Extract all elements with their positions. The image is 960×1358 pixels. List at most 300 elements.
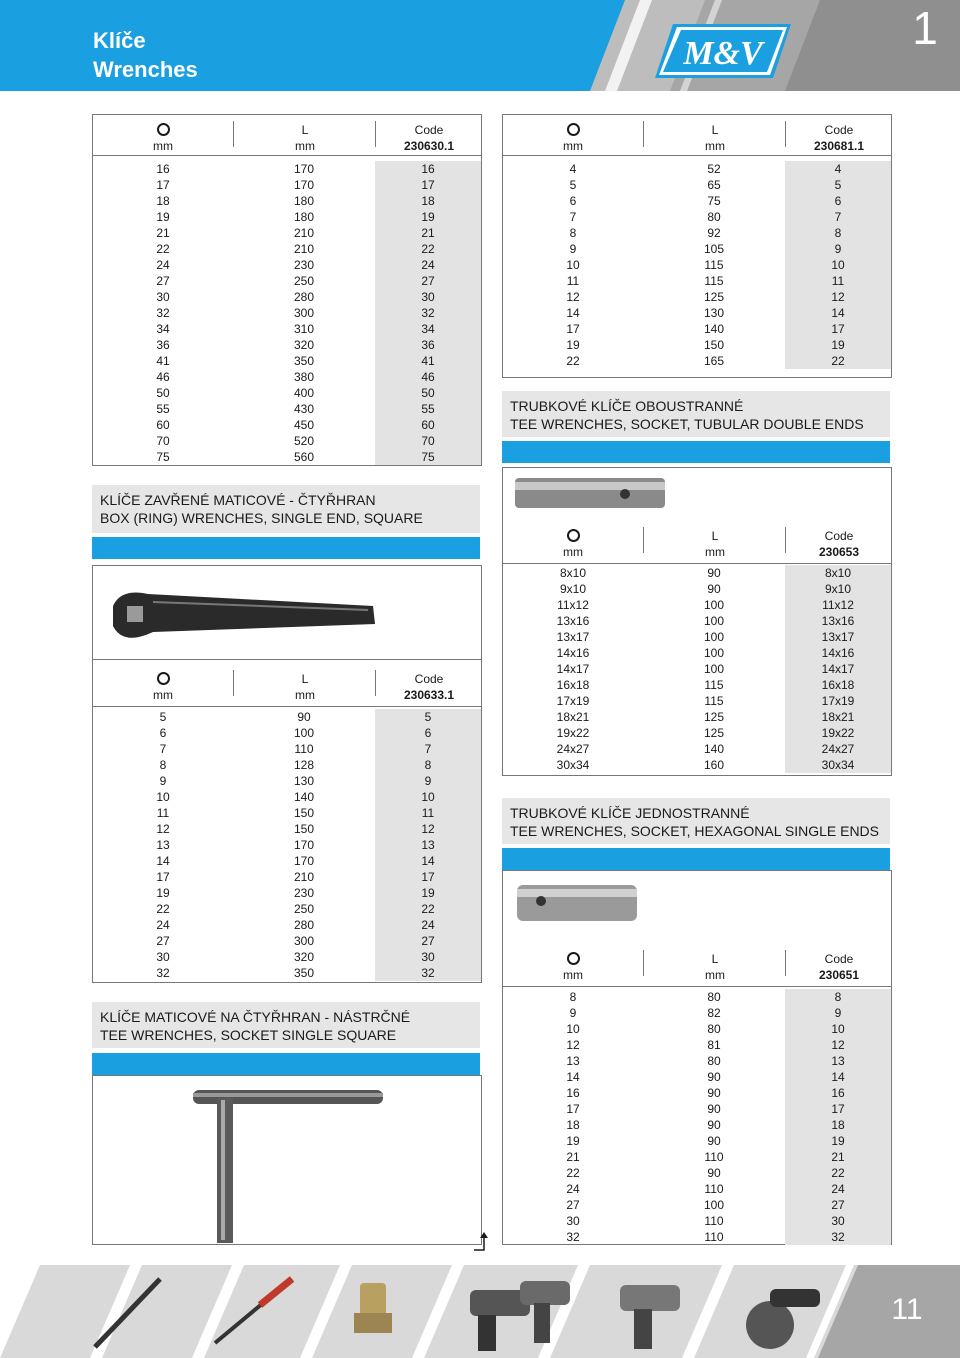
cell-size: 13x17	[556, 630, 590, 644]
cell-size: 11	[566, 274, 580, 288]
cell-length: 90	[707, 566, 721, 580]
cell-code: 10	[421, 790, 435, 804]
cell-size: 18	[156, 194, 170, 208]
cell-length: 90	[707, 582, 721, 596]
cell-code: 9x10	[824, 582, 852, 596]
table-row	[93, 161, 481, 177]
hex-socket-image	[502, 870, 892, 941]
cell-length: 81	[707, 1038, 721, 1052]
cell-length: 280	[293, 290, 315, 304]
cell-size: 9	[569, 242, 577, 256]
cell-length: 90	[707, 1166, 721, 1180]
cell-size: 7	[159, 742, 167, 756]
table-row	[503, 305, 891, 321]
arrow-mark-icon	[472, 1230, 492, 1254]
table-row	[503, 289, 891, 305]
cell-length: 90	[707, 1118, 721, 1132]
table-row	[503, 581, 891, 597]
table-row	[93, 901, 481, 917]
table-row	[503, 1037, 891, 1053]
cell-length: 52	[707, 162, 721, 176]
cell-length: 125	[703, 710, 725, 724]
col-length-label: L	[711, 123, 719, 137]
cell-code: 7	[834, 210, 842, 224]
cell-code: 46	[421, 370, 435, 384]
cell-length: 110	[294, 742, 314, 756]
cell-size: 34	[156, 322, 170, 336]
cell-size: 30	[566, 1214, 580, 1228]
cell-code: 18	[831, 1118, 845, 1132]
cell-code: 12	[831, 290, 845, 304]
cell-size: 17	[566, 1102, 580, 1116]
cell-length: 100	[703, 646, 725, 660]
mv-logo	[655, 24, 791, 78]
cell-size: 24	[566, 1182, 580, 1196]
cell-code: 11	[421, 806, 435, 820]
cell-length: 100	[703, 630, 725, 644]
cell-length: 310	[293, 322, 315, 336]
cell-length: 90	[707, 1134, 721, 1148]
cell-code: 5	[424, 710, 432, 724]
cell-length: 320	[293, 338, 315, 352]
table-row	[503, 353, 891, 369]
table-230651	[502, 940, 892, 1245]
section-heading-box-ring: KLÍČE ZAVŘENÉ MATICOVÉ - ČTYŘHRAN BOX (RING) WRENCHES, SINGLE END, SQUARE	[92, 485, 480, 533]
table-row	[93, 241, 481, 257]
cell-size: 16	[156, 162, 170, 176]
col-size-unit: mm	[153, 688, 173, 702]
cell-code: 9	[424, 774, 432, 788]
col-length-label: L	[711, 952, 719, 966]
table-row	[503, 1021, 891, 1037]
table-row	[93, 725, 481, 741]
table-row	[93, 757, 481, 773]
cell-size: 55	[156, 402, 170, 416]
cell-code: 7	[424, 742, 432, 756]
ring-size-icon	[157, 672, 170, 685]
cell-length: 140	[703, 742, 725, 756]
tee-wrench-icon	[93, 1076, 481, 1244]
col-length-unit: mm	[295, 139, 315, 153]
cell-length: 150	[703, 338, 725, 352]
cell-code: 8	[424, 758, 432, 772]
cell-code: 18x21	[821, 710, 855, 724]
cell-size: 24	[156, 258, 170, 272]
cell-length: 90	[707, 1086, 721, 1100]
cell-length: 400	[293, 386, 315, 400]
cell-length: 450	[293, 418, 315, 432]
cell-length: 210	[293, 242, 315, 256]
table-row	[503, 1085, 891, 1101]
table-row	[93, 353, 481, 369]
cell-code: 36	[421, 338, 435, 352]
table-row	[93, 385, 481, 401]
table-row	[503, 693, 891, 709]
cell-code: 27	[421, 274, 435, 288]
table-row	[93, 449, 481, 465]
cell-size: 8	[159, 758, 167, 772]
cell-size: 21	[566, 1150, 580, 1164]
table-row	[503, 1165, 891, 1181]
cell-length: 350	[293, 354, 315, 368]
cell-length: 180	[293, 210, 315, 224]
cell-size: 12	[566, 1038, 580, 1052]
col-length-unit: mm	[295, 688, 315, 702]
cell-code: 21	[421, 226, 435, 240]
cell-size: 19	[566, 338, 580, 352]
table-row	[93, 193, 481, 209]
cell-code: 5	[834, 178, 842, 192]
cell-size: 14x17	[556, 662, 590, 676]
cell-code: 14	[421, 854, 435, 868]
col-code-label: Code	[824, 529, 854, 543]
cell-size: 6	[569, 194, 577, 208]
tubular-wrench-image	[502, 467, 892, 526]
cell-size: 32	[566, 1230, 580, 1244]
table-row	[93, 177, 481, 193]
col-length-unit: mm	[705, 545, 725, 559]
cell-length: 80	[707, 210, 721, 224]
col-length-label: L	[711, 529, 719, 543]
table-row	[503, 757, 891, 773]
ring-size-icon	[157, 123, 170, 136]
cell-size: 17x19	[556, 694, 590, 708]
table-row	[93, 805, 481, 821]
cell-length: 80	[707, 1054, 721, 1068]
col-length-unit: mm	[705, 139, 725, 153]
cell-length: 210	[293, 870, 315, 884]
cell-code: 19	[421, 886, 435, 900]
table-row	[503, 597, 891, 613]
table-row	[93, 885, 481, 901]
col-length-unit: mm	[705, 968, 725, 982]
cell-code: 30x34	[821, 758, 855, 772]
table-row	[503, 1053, 891, 1069]
cell-code: 16	[831, 1086, 845, 1100]
cell-code: 12	[831, 1038, 845, 1052]
cell-length: 105	[703, 242, 725, 256]
section-heading-tubular-double: TRUBKOVÉ KLÍČE OBOUSTRANNÉ TEE WRENCHES, SOCKET, TUBULAR DOUBLE ENDS	[502, 391, 890, 437]
cell-size: 17	[156, 870, 170, 884]
cell-length: 320	[293, 950, 315, 964]
table-row	[503, 709, 891, 725]
table-row	[93, 837, 481, 853]
col-size-unit: mm	[153, 139, 173, 153]
cell-code: 27	[421, 934, 435, 948]
cell-code: 24	[421, 918, 435, 932]
table-row	[503, 321, 891, 337]
cell-length: 125	[703, 290, 725, 304]
table-row	[93, 821, 481, 837]
cell-length: 230	[293, 258, 315, 272]
cell-length: 520	[293, 434, 315, 448]
footer-tools-strip	[0, 1265, 960, 1358]
cell-code: 22	[831, 1166, 845, 1180]
cell-length: 65	[707, 178, 721, 192]
cell-size: 14	[566, 1070, 580, 1084]
table-row	[503, 645, 891, 661]
table-row	[93, 917, 481, 933]
cell-size: 16	[566, 1086, 580, 1100]
cell-code: 30	[831, 1214, 845, 1228]
cell-size: 27	[156, 934, 170, 948]
table-row	[503, 193, 891, 209]
cell-length: 110	[704, 1150, 724, 1164]
cell-length: 115	[704, 274, 724, 288]
cell-length: 100	[703, 1198, 725, 1212]
table-row	[93, 257, 481, 273]
table-row	[503, 989, 891, 1005]
logo-text: M&V	[683, 35, 763, 72]
table-row	[503, 337, 891, 353]
ring-size-icon	[567, 529, 580, 542]
cell-size: 24x27	[556, 742, 590, 756]
col-code-label: Code	[824, 952, 854, 966]
table-row	[93, 789, 481, 805]
cell-size: 30	[156, 950, 170, 964]
table-230653	[502, 519, 892, 776]
cell-code: 50	[421, 386, 435, 400]
cell-length: 125	[703, 726, 725, 740]
cell-length: 140	[703, 322, 725, 336]
cell-code: 19x22	[821, 726, 855, 740]
cell-size: 19	[566, 1134, 580, 1148]
table-row	[93, 741, 481, 757]
cell-size: 14x16	[556, 646, 590, 660]
cell-size: 22	[566, 1166, 580, 1180]
table-row	[503, 241, 891, 257]
col-size-unit: mm	[563, 545, 583, 559]
table-row	[503, 1133, 891, 1149]
cell-size: 13	[156, 838, 170, 852]
cell-size: 60	[156, 418, 170, 432]
section-bar	[502, 848, 890, 870]
table-row	[503, 1181, 891, 1197]
cell-length: 80	[707, 990, 721, 1004]
cell-length: 80	[707, 1022, 721, 1036]
table-row	[503, 1101, 891, 1117]
cell-length: 170	[293, 162, 315, 176]
cell-size: 13x16	[556, 614, 590, 628]
cell-size: 17	[566, 322, 580, 336]
cell-code: 14	[831, 1070, 845, 1084]
cell-size: 10	[566, 1022, 580, 1036]
table-row	[503, 1117, 891, 1133]
cell-size: 50	[156, 386, 170, 400]
cell-size: 22	[156, 242, 170, 256]
cell-code: 4	[834, 162, 842, 176]
cell-size: 17	[156, 178, 170, 192]
cell-code: 14x17	[821, 662, 855, 676]
cell-size: 32	[156, 966, 170, 980]
cell-code: 14x16	[821, 646, 855, 660]
cell-size: 22	[566, 354, 580, 368]
table-row	[93, 337, 481, 353]
cell-code: 16x18	[821, 678, 855, 692]
table-row	[503, 613, 891, 629]
table-row	[503, 161, 891, 177]
cell-length: 300	[293, 306, 315, 320]
table-row	[93, 709, 481, 725]
cell-size: 32	[156, 306, 170, 320]
cell-size: 19	[156, 886, 170, 900]
cell-code: 32	[831, 1230, 845, 1244]
cell-code: 75	[421, 450, 435, 464]
cell-length: 170	[293, 854, 315, 868]
cell-length: 380	[293, 370, 315, 384]
table-row	[93, 305, 481, 321]
cell-length: 100	[293, 726, 315, 740]
table-header	[503, 519, 891, 564]
cell-size: 41	[156, 354, 170, 368]
table-row	[503, 209, 891, 225]
col-code-number: 230651	[818, 968, 860, 982]
cell-code: 13	[831, 1054, 845, 1068]
cell-code: 8	[834, 226, 842, 240]
col-code-number: 230681.1	[813, 139, 865, 153]
cell-code: 22	[421, 902, 435, 916]
cell-length: 75	[707, 194, 721, 208]
cell-code: 17	[421, 870, 435, 884]
table-row	[93, 433, 481, 449]
cell-code: 41	[421, 354, 435, 368]
cell-code: 18	[421, 194, 435, 208]
table-row	[93, 949, 481, 965]
table-row	[503, 273, 891, 289]
cell-length: 250	[293, 274, 315, 288]
cell-code: 11x12	[822, 598, 854, 612]
section-bar	[92, 537, 480, 559]
cell-length: 115	[704, 678, 724, 692]
cell-length: 100	[703, 614, 725, 628]
cell-size: 75	[156, 450, 170, 464]
cell-code: 6	[424, 726, 432, 740]
cell-code: 24	[831, 1182, 845, 1196]
cell-size: 11	[156, 806, 170, 820]
section-bar	[502, 441, 890, 463]
col-code-label: Code	[414, 672, 444, 686]
cell-length: 350	[293, 966, 315, 980]
table-row	[503, 225, 891, 241]
cell-length: 180	[293, 194, 315, 208]
cell-size: 6	[159, 726, 167, 740]
col-code-number: 230633.1	[403, 688, 455, 702]
cell-length: 250	[293, 902, 315, 916]
cell-size: 14	[566, 306, 580, 320]
col-length-label: L	[301, 123, 309, 137]
cell-code: 16	[421, 162, 435, 176]
cell-size: 27	[566, 1198, 580, 1212]
ring-size-icon	[567, 952, 580, 965]
table-row	[93, 773, 481, 789]
cell-length: 110	[704, 1214, 724, 1228]
cell-code: 13x17	[821, 630, 855, 644]
section-heading-hex-single: TRUBKOVÉ KLÍČE JEDNOSTRANNÉ TEE WRENCHES, SOCKET, HEXAGONAL SINGLE ENDS	[502, 798, 890, 844]
cell-size: 7	[569, 210, 577, 224]
cell-code: 11	[831, 274, 845, 288]
section-heading-socket-square: KLÍČE MATICOVÉ NA ČTYŘHRAN - NÁSTRČNÉ TEE WRENCHES, SOCKET SINGLE SQUARE	[92, 1002, 480, 1048]
col-code-label: Code	[824, 123, 854, 137]
table-row	[93, 273, 481, 289]
cell-length: 92	[707, 226, 721, 240]
table-row	[93, 401, 481, 417]
table-row	[503, 629, 891, 645]
cell-code: 34	[421, 322, 435, 336]
tubular-wrench-icon	[503, 468, 891, 526]
table-row	[503, 661, 891, 677]
table-row	[93, 869, 481, 885]
table-230633	[92, 659, 482, 983]
cell-size: 5	[159, 710, 167, 724]
tee-wrench-image	[92, 1075, 482, 1245]
cell-size: 19	[156, 210, 170, 224]
cell-size: 18	[566, 1118, 580, 1132]
table-row	[503, 725, 891, 741]
cell-code: 19	[831, 1134, 845, 1148]
cell-length: 160	[703, 758, 725, 772]
cell-length: 300	[293, 934, 315, 948]
cell-size: 8	[569, 226, 577, 240]
cell-code: 6	[834, 194, 842, 208]
section-bar	[92, 1053, 480, 1075]
table-row	[503, 177, 891, 193]
col-code-label: Code	[414, 123, 444, 137]
cell-length: 430	[293, 402, 315, 416]
cell-length: 165	[703, 354, 725, 368]
cell-size: 24	[156, 918, 170, 932]
cell-size: 8	[569, 990, 577, 1004]
cell-code: 17	[831, 322, 845, 336]
cell-length: 100	[703, 662, 725, 676]
cell-length: 90	[707, 1070, 721, 1084]
cell-code: 22	[421, 242, 435, 256]
cell-size: 9	[569, 1006, 577, 1020]
col-size-unit: mm	[563, 968, 583, 982]
table-row	[93, 289, 481, 305]
table-row	[503, 257, 891, 273]
cell-code: 19	[421, 210, 435, 224]
cell-code: 32	[421, 306, 435, 320]
table-row	[93, 225, 481, 241]
chapter-number: 1	[912, 2, 938, 54]
table-row	[93, 933, 481, 949]
cell-size: 46	[156, 370, 170, 384]
ring-size-icon	[567, 123, 580, 136]
cell-size: 30	[156, 290, 170, 304]
col-length-label: L	[301, 672, 309, 686]
cell-size: 19x22	[556, 726, 590, 740]
table-header	[93, 115, 481, 156]
table-row	[93, 209, 481, 225]
table-header	[503, 940, 891, 987]
cell-code: 27	[831, 1198, 845, 1212]
table-230630	[92, 114, 482, 466]
cell-size: 12	[156, 822, 170, 836]
table-header	[93, 660, 481, 707]
cell-length: 115	[704, 258, 724, 272]
cell-size: 11x12	[557, 598, 589, 612]
cell-size: 10	[566, 258, 580, 272]
table-row	[93, 417, 481, 433]
cell-length: 130	[293, 774, 315, 788]
cell-size: 13	[566, 1054, 580, 1068]
cell-length: 210	[293, 226, 315, 240]
cell-size: 16x18	[556, 678, 590, 692]
cell-length: 170	[293, 838, 315, 852]
cell-code: 30	[421, 950, 435, 964]
cell-size: 27	[156, 274, 170, 288]
cell-code: 70	[421, 434, 435, 448]
